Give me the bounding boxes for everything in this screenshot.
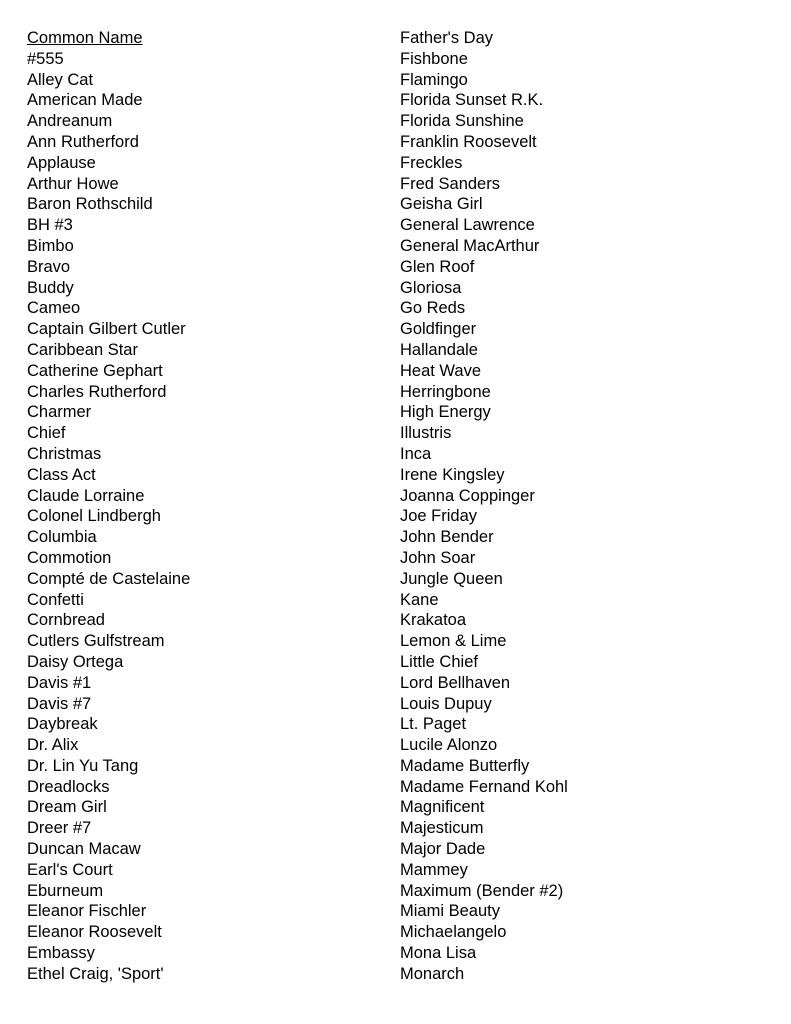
name-entry: Heat Wave — [400, 361, 482, 380]
left-name-column — [27, 28, 387, 985]
name-entry: #555 — [27, 49, 64, 68]
name-entry: Louis Dupuy — [400, 694, 492, 713]
name-entry: Go Reds — [400, 299, 466, 318]
name-entry: Columbia — [27, 528, 97, 547]
name-entry: Ann Rutherford — [27, 132, 139, 151]
name-entry: Glen Roof — [400, 257, 475, 276]
column-header: Common Name — [27, 29, 143, 47]
name-entry: Davis #1 — [27, 673, 92, 692]
name-entry: Goldfinger — [400, 320, 477, 339]
name-entry: John Bender — [400, 528, 494, 547]
name-entry: Compté de Castelaine — [27, 569, 191, 588]
name-entry: Dr. Alix — [27, 736, 79, 755]
name-entry: Krakatoa — [400, 611, 467, 630]
name-entry: Embassy — [27, 944, 95, 963]
name-entry: Inca — [400, 444, 432, 463]
name-entry: Earl's Court — [27, 860, 113, 879]
name-entry: Chief — [27, 424, 66, 443]
name-entry: Kane — [400, 590, 439, 609]
name-entry: Maximum (Bender #2) — [400, 881, 564, 900]
name-entry: Cameo — [27, 299, 81, 318]
name-entry: Madame Butterfly — [400, 756, 530, 775]
name-entry: Dreer #7 — [27, 819, 92, 838]
name-entry: Gloriosa — [400, 278, 462, 297]
name-entry: Charles Rutherford — [27, 382, 167, 401]
name-entry: Madame Fernand Kohl — [400, 777, 568, 796]
name-entry: Bravo — [27, 257, 71, 276]
name-entry: General Lawrence — [400, 216, 535, 235]
name-entry: Captain Gilbert Cutler — [27, 320, 186, 339]
name-entry: Florida Sunset R.K. — [400, 91, 544, 110]
name-entry: Claude Lorraine — [27, 486, 145, 505]
name-entry: Majesticum — [400, 819, 484, 838]
name-entry: Michaelangelo — [400, 923, 507, 942]
name-entry: Magnificent — [400, 798, 485, 817]
name-entry: Duncan Macaw — [27, 840, 141, 859]
name-entry: Colonel Lindbergh — [27, 507, 161, 526]
name-entry: Baron Rothschild — [27, 195, 153, 214]
name-entry: John Soar — [400, 548, 476, 567]
name-entry: Dream Girl — [27, 798, 107, 817]
name-entry: Mammey — [400, 860, 468, 879]
name-entry: Jungle Queen — [400, 569, 503, 588]
name-entry: Lucile Alonzo — [400, 736, 498, 755]
name-entry: Illustris — [400, 424, 452, 443]
name-entry: Joanna Coppinger — [400, 486, 535, 505]
name-entry: Commotion — [27, 548, 112, 567]
name-entry: Applause — [27, 153, 96, 172]
name-entry: Daisy Ortega — [27, 652, 124, 671]
right-name-column — [400, 28, 780, 985]
name-entry: American Made — [27, 91, 143, 110]
name-entry: Class Act — [27, 465, 96, 484]
name-entry: Ethel Craig, 'Sport' — [27, 964, 164, 983]
name-entry: Caribbean Star — [27, 340, 138, 359]
name-entry: Father's Day — [400, 29, 494, 47]
name-entry: Florida Sunshine — [400, 112, 524, 131]
name-entry: Irene Kingsley — [400, 465, 505, 484]
name-entry: Lt. Paget — [400, 715, 467, 734]
name-entry: Herringbone — [400, 382, 491, 401]
name-entry: Fishbone — [400, 49, 468, 68]
name-entry: Monarch — [400, 964, 465, 983]
name-entry: Major Dade — [400, 840, 486, 859]
name-entry: Charmer — [27, 403, 92, 422]
name-entry: Eleanor Fischler — [27, 902, 147, 921]
name-entry: Confetti — [27, 590, 84, 609]
name-entry: Fred Sanders — [400, 174, 500, 193]
name-entry: Buddy — [27, 278, 74, 297]
name-entry: Hallandale — [400, 340, 478, 359]
name-entry: Dreadlocks — [27, 777, 110, 796]
name-entry: Lemon & Lime — [400, 632, 507, 651]
name-entry: Andreanum — [27, 112, 113, 131]
name-entry: Freckles — [400, 153, 463, 172]
name-entry: Geisha Girl — [400, 195, 483, 214]
name-entry: Lord Bellhaven — [400, 673, 511, 692]
name-entry: Eleanor Roosevelt — [27, 923, 162, 942]
name-entry: Flamingo — [400, 70, 468, 89]
name-entry: Cutlers Gulfstream — [27, 632, 165, 651]
name-entry: Little Chief — [400, 652, 478, 671]
name-entry: Alley Cat — [27, 70, 94, 89]
name-entry: High Energy — [400, 403, 491, 422]
name-entry: Eburneum — [27, 881, 104, 900]
name-entry: Dr. Lin Yu Tang — [27, 756, 139, 775]
name-entry: Joe Friday — [400, 507, 478, 526]
name-entry: BH #3 — [27, 216, 73, 235]
name-entry: Arthur Howe — [27, 174, 119, 193]
name-entry: Daybreak — [27, 715, 98, 734]
name-entry: Mona Lisa — [400, 944, 477, 963]
name-entry: Franklin Roosevelt — [400, 132, 537, 151]
name-entry: Cornbread — [27, 611, 105, 630]
name-entry: Christmas — [27, 444, 102, 463]
name-entry: Bimbo — [27, 236, 74, 255]
name-entry: Davis #7 — [27, 694, 92, 713]
name-entry: Catherine Gephart — [27, 361, 163, 380]
name-entry: General MacArthur — [400, 236, 540, 255]
name-entry: Miami Beauty — [400, 902, 500, 921]
